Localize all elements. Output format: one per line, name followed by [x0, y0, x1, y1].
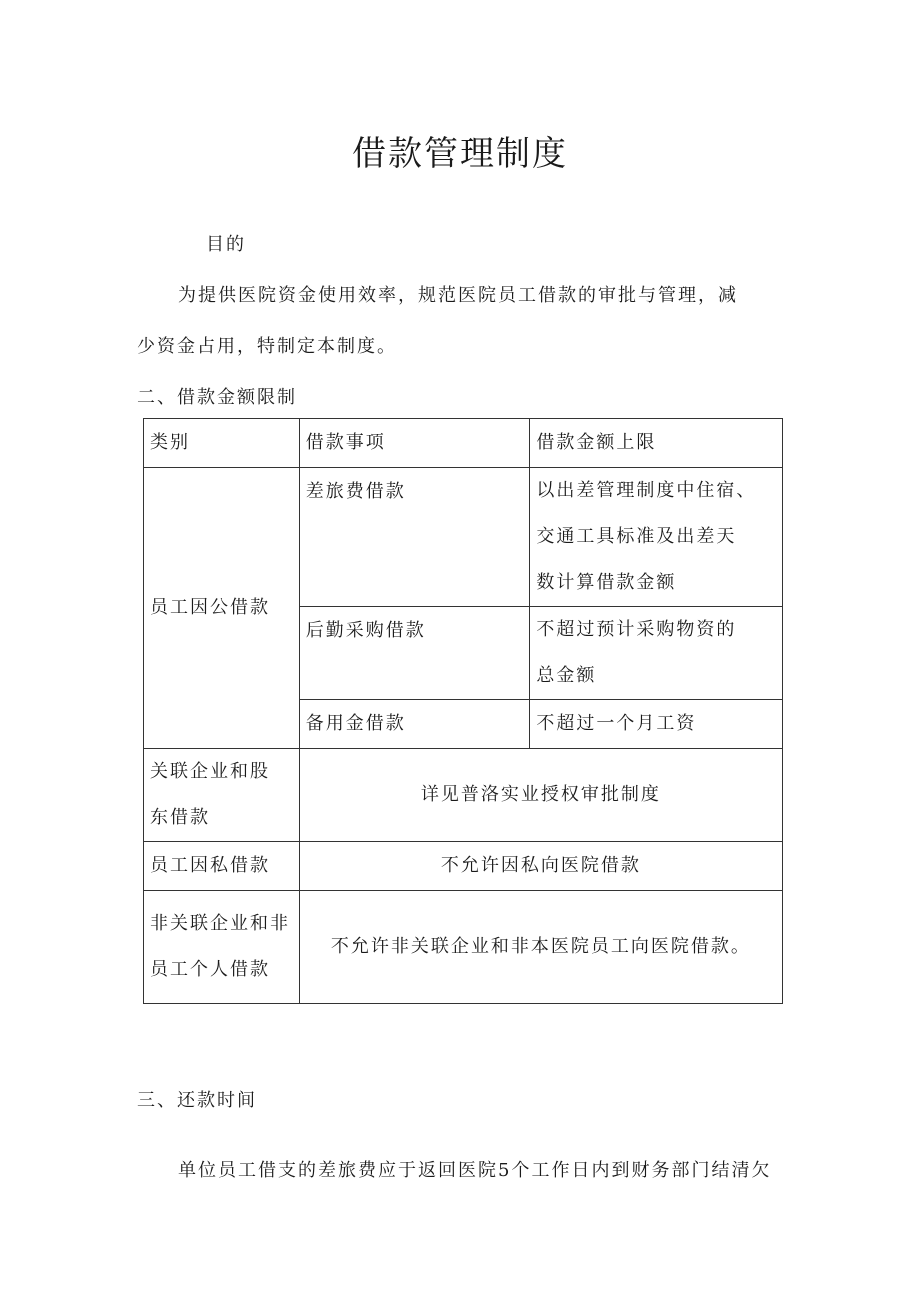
limit-travel-line-2: 交通工具标准及出差天 — [536, 526, 737, 547]
item-travel-loan: 差旅费借款 — [299, 468, 530, 607]
section-purpose-heading: 目的 — [206, 234, 246, 255]
header-limit: 借款金额上限 — [530, 419, 783, 468]
repayment-paragraph-line-1: 单位员工借支的差旅费应于返回医院5个工作日内到财务部门结清欠 — [178, 1160, 772, 1181]
limit-logistics-line-2: 总金额 — [536, 665, 597, 686]
purpose-paragraph-line-2: 少资金占用，特制定本制度。 — [137, 336, 397, 357]
category-non-affiliate-line-1: 非关联企业和非 — [150, 913, 290, 934]
document-title: 借款管理制度 — [352, 134, 568, 174]
purpose-paragraph-line-1: 为提供医院资金使用效率，规范医院员工借款的审批与管理，减 — [178, 285, 738, 306]
limit-petty-cash-loan: 不超过一个月工资 — [530, 700, 783, 749]
category-non-affiliate-line-2: 员工个人借款 — [150, 959, 270, 980]
category-business-loan: 员工因公借款 — [144, 468, 300, 749]
item-logistics-loan: 后勤采购借款 — [299, 607, 530, 700]
table-row — [144, 468, 783, 607]
category-personal-loan: 员工因私借款 — [144, 842, 300, 891]
personal-loan-rule: 不允许因私向医院借款 — [299, 842, 782, 891]
limit-travel-line-1: 以出差管理制度中住宿、 — [536, 480, 757, 501]
category-affiliate-line-1: 关联企业和股 — [150, 761, 270, 782]
limit-travel-loan — [530, 468, 783, 607]
table-row — [144, 842, 783, 891]
non-affiliate-loan-rule: 不允许非关联企业和非本医院员工向医院借款。 — [299, 891, 782, 1004]
table-row — [144, 891, 783, 1004]
limit-logistics-line-1: 不超过预计采购物资的 — [536, 619, 737, 640]
table-row — [144, 749, 783, 842]
category-non-affiliate-loan — [144, 891, 300, 1004]
limit-travel-line-3: 数计算借款金额 — [536, 572, 677, 593]
header-item: 借款事项 — [299, 419, 530, 468]
loan-limit-table — [143, 418, 783, 1004]
category-affiliate-loan — [144, 749, 300, 842]
section-repayment-heading: 三、还款时间 — [137, 1090, 257, 1111]
table-header-row — [144, 419, 783, 468]
limit-logistics-loan — [530, 607, 783, 700]
item-petty-cash-loan: 备用金借款 — [299, 700, 530, 749]
affiliate-loan-rule: 详见普洛实业授权审批制度 — [299, 749, 782, 842]
header-category: 类别 — [144, 419, 300, 468]
section-limit-heading: 二、借款金额限制 — [137, 387, 297, 408]
category-affiliate-line-2: 东借款 — [150, 807, 210, 828]
